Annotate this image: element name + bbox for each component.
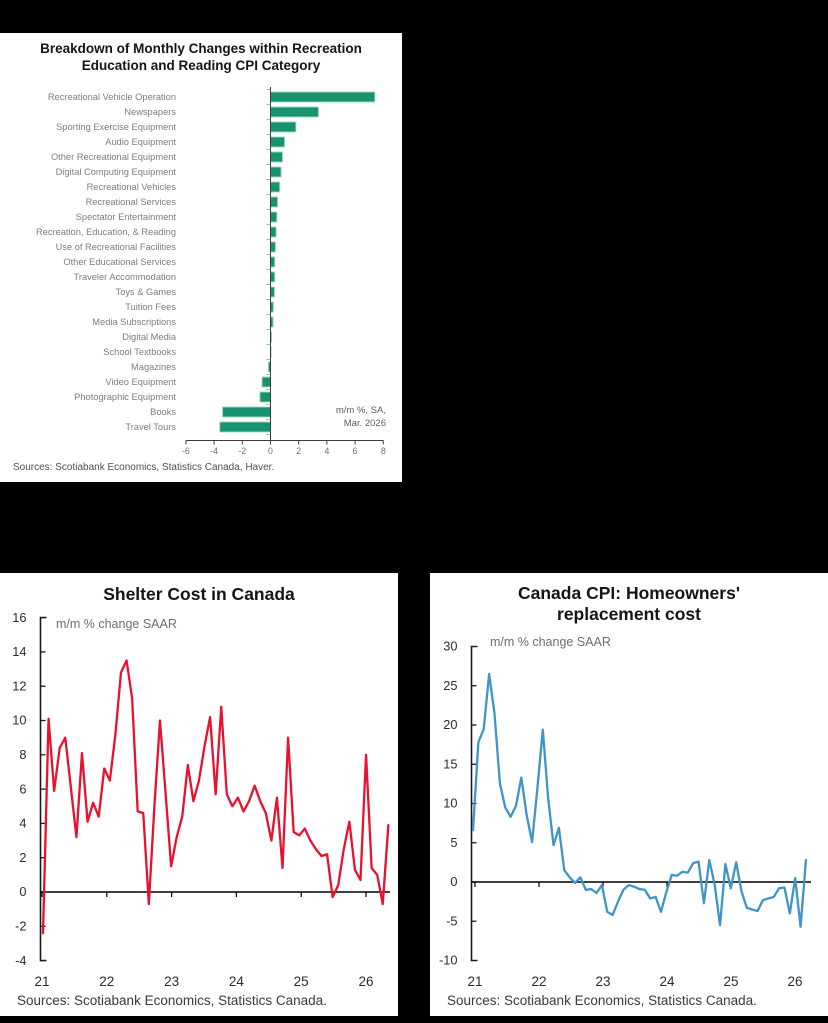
x-axis-tick-label: 24 [228,974,244,989]
x-axis-tick-label: 21 [467,974,483,989]
x-axis-tick-label: 22 [531,974,547,989]
bar-category-label: Newspapers [124,107,176,118]
x-axis-tick-label: 23 [164,974,180,989]
bar [260,392,271,402]
data-line [473,674,806,927]
y-axis-tick-label: 0 [450,874,458,890]
homeowners-chart-plot [430,573,828,1016]
y-axis-tick-label: 8 [19,747,27,762]
y-axis-tick-label: 15 [443,756,458,772]
bar-chart-title-line2: Education and Reading CPI Category [81,58,321,73]
y-axis-tick-label: 20 [443,717,458,733]
bar-x-tick-label: 6 [352,446,358,456]
bar-category-label: Photographic Equipment [74,392,176,403]
recreation-cpi-bar-chart-panel [0,33,402,482]
bar-category-label: Spectator Entertainment [75,212,176,223]
bar [271,182,280,192]
bar-category-label: Toys & Games [115,287,176,298]
bar-category-label: Tuition Fees [125,302,176,313]
bar-x-tick-label: 4 [324,446,330,456]
bar [271,107,319,117]
shelter-chart-title: Shelter Cost in Canada [103,584,295,604]
bar-category-label: Recreational Vehicle Operation [47,92,176,103]
bar [271,152,283,162]
bar [223,407,271,417]
bar-category-label: Recreational Vehicles [86,182,176,193]
bar-category-label: Video Equipment [105,377,176,388]
bar-category-label: Books [150,407,176,418]
bar-category-label: Digital Computing Equipment [55,167,176,178]
shelter-chart-source: Sources: Scotiabank Economics, Statistics Canada. [17,993,327,1008]
bar-x-tick-label: 2 [296,446,302,456]
bar [271,92,375,102]
bar [271,287,275,297]
bar-x-tick-label: -6 [181,446,190,456]
x-axis-tick-label: 25 [293,974,309,989]
bar [220,422,271,432]
bar [271,257,275,267]
bar-category-label: Audio Equipment [105,137,176,148]
y-axis-tick-label: 4 [19,815,27,831]
bar-category-label: Digital Media [122,332,176,343]
shelter-chart-subtitle: m/m % change SAAR [56,617,177,631]
y-axis-tick-label: 5 [450,834,458,850]
y-axis-tick-label: -2 [15,918,27,934]
y-axis-tick-label: -4 [15,952,27,968]
unit-note-line2: Mar. 2026 [343,418,386,429]
bar-chart-unit-note [336,404,386,430]
bar-category-label: Traveler Accommodation [73,272,176,283]
homeowners-chart-source: Sources: Scotiabank Economics, Statistics Canada. [447,993,757,1008]
y-axis-tick-label: 12 [12,678,27,694]
homeowners-title-line1: Canada CPI: Homeowners' [518,583,740,603]
shelter-cost-line-chart-panel [0,573,398,1016]
y-axis-tick-label: -5 [446,913,458,929]
bar-category-label: Sporting Exercise Equipment [56,122,176,133]
bar-category-label: Media Subscriptions [92,317,176,328]
bar-x-tick-label: -2 [238,446,247,456]
y-axis-tick-label: 10 [443,795,458,811]
y-axis-tick-label: 2 [19,849,27,865]
bar [271,212,277,222]
x-axis-tick-label: 21 [34,974,50,989]
homeowners-cost-line-chart-panel [430,573,828,1016]
bar [271,227,277,237]
bar-x-tick-label: -4 [210,446,219,456]
homeowners-chart-subtitle: m/m % change SAAR [490,635,611,649]
homeowners-title-line2: replacement cost [557,604,701,624]
y-axis-tick-label: 0 [19,884,27,900]
x-axis-tick-label: 26 [358,974,374,989]
bar [271,242,276,252]
y-axis-tick-label: 30 [443,638,458,654]
y-axis-tick-label: -10 [439,952,458,968]
x-axis-tick-label: 22 [99,974,115,989]
bar-category-label: Use of Recreational Facilities [55,242,176,253]
bar-chart-source: Sources: Scotiabank Economics, Statistics Canada, Haver. [13,462,275,473]
bar [271,122,296,132]
bar-category-label: School Textbooks [103,347,176,358]
bar [262,377,270,387]
bar [271,272,275,282]
bar-category-label: Other Recreational Equipment [50,152,176,163]
bar-category-label: Travel Tours [125,422,176,433]
x-axis-tick-label: 25 [723,974,739,989]
y-axis-tick-label: 10 [12,712,27,728]
y-axis-tick-label: 6 [19,781,27,797]
x-axis-tick-label: 26 [787,974,803,989]
bar-category-label: Other Educational Services [63,257,176,268]
x-axis-tick-label: 24 [659,974,675,989]
x-axis-tick-label: 23 [595,974,611,989]
shelter-chart-plot [0,573,398,1016]
unit-note-line1: m/m %, SA, [335,405,386,416]
bar-x-tick-label: 8 [380,446,386,456]
bar-category-label: Recreational Services [85,197,176,208]
bar-category-label: Magazines [131,362,176,373]
bar-category-label: Recreation, Education, & Reading [35,227,176,238]
bar [271,137,285,147]
bar [271,167,282,177]
bar-x-tick-label: 0 [268,446,273,456]
y-axis-tick-label: 14 [12,644,27,660]
y-axis-tick-label: 16 [12,609,27,625]
y-axis-tick-label: 25 [443,677,458,693]
bar [271,197,278,207]
bar-chart-title-line1: Breakdown of Monthly Changes within Recreation [40,41,362,56]
